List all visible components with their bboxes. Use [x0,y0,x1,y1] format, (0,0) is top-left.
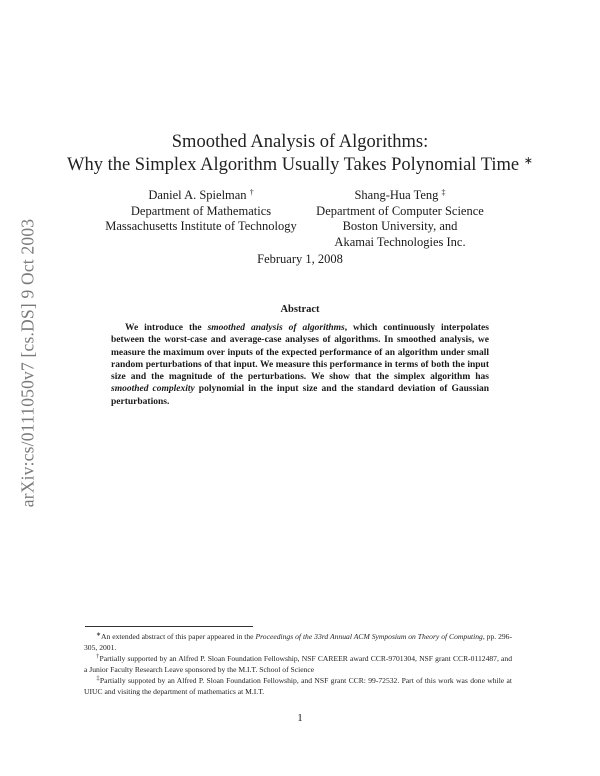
footnote-mark: † [96,654,100,660]
author-affiliation: Akamai Technologies Inc. [334,234,466,249]
author-block-spielman [90,185,312,235]
author-footnote-mark: † [249,188,254,197]
footnote-text: Partially suppoted by an Alfred P. Sloan Foundation Fellowship, and NSF grant CCR: 99-72532. Part of this work was done while at UIUC and visiting the department of mathematics at M.I.T. [84,676,512,696]
footnote-1 [84,630,512,653]
author-affiliation: Department of Computer Science [316,203,484,218]
author-affiliation: Massachusetts Institute of Technology [105,219,297,233]
footnote-rule [85,626,253,627]
footnote-text: Partially supported by an Alfred P. Sloan Foundation Fellowship, NSF CAREER award CCR-9701304, NSF grant CCR-0112487, and a Junior Faculty Research Leave sponsored by the M.I.T. School of Science [84,654,512,674]
footnote-mark: ‡ [96,676,100,682]
abstract-emphasis: smoothed complexity [111,384,195,395]
title-footnote-mark: ∗ [523,155,533,167]
abstract-text: , which continuously interpolates between the worst-case and average-case analyses of algorithms. In smoothed analysis, we measure the maximum over inputs of the expected performance of an algorithm under small random perturbations of that input. We measure this performance in terms of both the input size and the magnitude of the perturbations. We show that the simplex algorithm has [111,323,489,383]
abstract-emphasis: smoothed analysis of algorithms [207,323,345,333]
footnote-3 [84,674,512,697]
author-name [306,185,494,204]
footnote-mark: ∗ [96,632,102,638]
arxiv-identifier: arXiv:cs/0111050v7 [cs.DS] 9 Oct 2003 [17,218,38,507]
author-name [90,185,312,204]
author-footnote-mark: ‡ [441,188,446,197]
abstract-text: We introduce the [125,323,208,333]
author-name-text: Shang-Hua Teng [354,188,439,202]
footnote-venue: Proceedings of the 33rd Annual ACM Symposium on Theory of Computing [255,632,483,641]
footnote-text: An extended abstract of this paper appeared in the [101,632,256,641]
footnote-text: , pp. 296-305, 2001. [84,632,512,652]
title-line-2-text: Why the Simplex Algorithm Usually Takes Polynomial Time [67,155,520,175]
author-block-teng [306,185,494,250]
author-affiliation: Department of Mathematics [130,203,272,218]
abstract-text: polynomial in the input size and the standard deviation of Gaussian perturbations. [111,384,489,407]
paper-date: February 1, 2008 [257,252,343,266]
abstract-heading: Abstract [280,304,320,315]
page-number: 1 [297,712,303,724]
author-name-text: Daniel A. Spielman [148,188,247,202]
footnote-2 [84,652,512,675]
paper-title-line-2 [0,154,600,176]
paper-title-line-1: Smoothed Analysis of Algorithms: [171,132,429,152]
author-affiliation: Boston University, and [342,219,458,233]
abstract-body [111,322,489,408]
arxiv-sidebar-stamp [8,200,48,525]
